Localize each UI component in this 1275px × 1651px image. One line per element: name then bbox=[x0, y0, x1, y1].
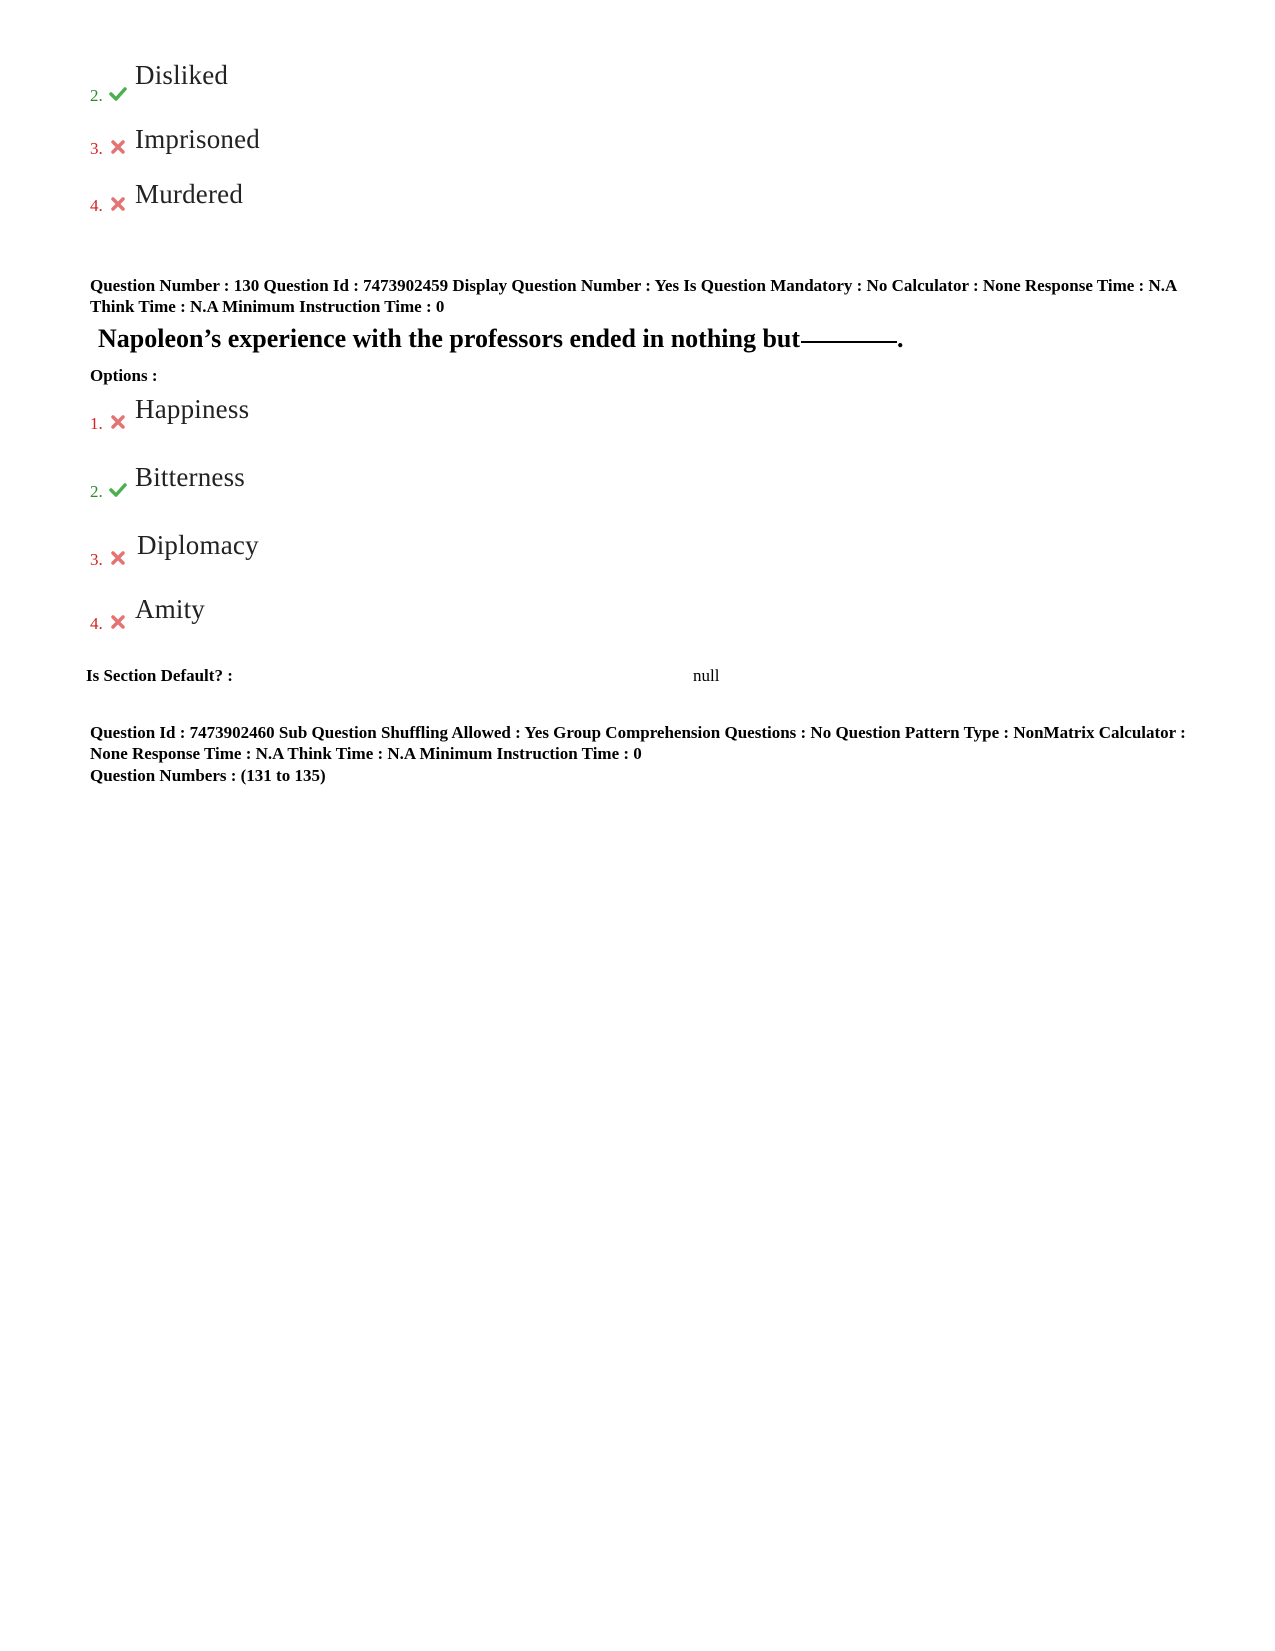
question-trailing: . bbox=[897, 324, 904, 353]
answer-blank bbox=[801, 341, 897, 343]
option-text: Imprisoned bbox=[135, 124, 260, 154]
cross-icon bbox=[108, 612, 128, 632]
check-icon bbox=[108, 84, 128, 104]
option-text: Murdered bbox=[135, 179, 244, 209]
option-text: Happiness bbox=[135, 394, 250, 424]
option-number: 3. bbox=[90, 139, 103, 158]
question-stem: Napoleon’s experience with the professors ended in nothing but bbox=[98, 324, 801, 353]
option-number: 4. bbox=[90, 614, 103, 633]
option-text: Disliked bbox=[135, 60, 229, 90]
option-number: 2. bbox=[90, 86, 103, 105]
options-label: Options : bbox=[90, 366, 158, 385]
option-number: 3. bbox=[90, 550, 103, 569]
option-number: 2. bbox=[90, 482, 103, 501]
option-text: Amity bbox=[135, 594, 206, 624]
question-text bbox=[98, 324, 904, 354]
option-number: 4. bbox=[90, 196, 103, 215]
cross-icon bbox=[108, 548, 128, 568]
cross-icon bbox=[108, 137, 128, 157]
section-default-label: Is Section Default? : bbox=[86, 666, 233, 685]
question-meta: Question Number : 130 Question Id : 7473902459 Display Question Number : Yes Is Question Mandatory : No Calculator : None Response Time : N.A Think Time : N.A Minimum Instruction Time : 0 bbox=[90, 276, 1177, 316]
question-numbers: Question Numbers : (131 to 135) bbox=[90, 766, 326, 785]
option-text: Diplomacy bbox=[137, 530, 259, 560]
cross-icon bbox=[108, 194, 128, 214]
section-default-value: null bbox=[693, 666, 720, 685]
cross-icon bbox=[108, 412, 128, 432]
option-number: 1. bbox=[90, 414, 103, 433]
check-icon bbox=[108, 480, 128, 500]
group-meta: Question Id : 7473902460 Sub Question Shuffling Allowed : Yes Group Comprehension Questions : No Question Pattern Type : NonMatrix Calculator : None Response Time : N.A Think Time : N.A Minimum Instruction Time : 0 bbox=[90, 723, 1186, 763]
option-text: Bitterness bbox=[135, 462, 245, 492]
